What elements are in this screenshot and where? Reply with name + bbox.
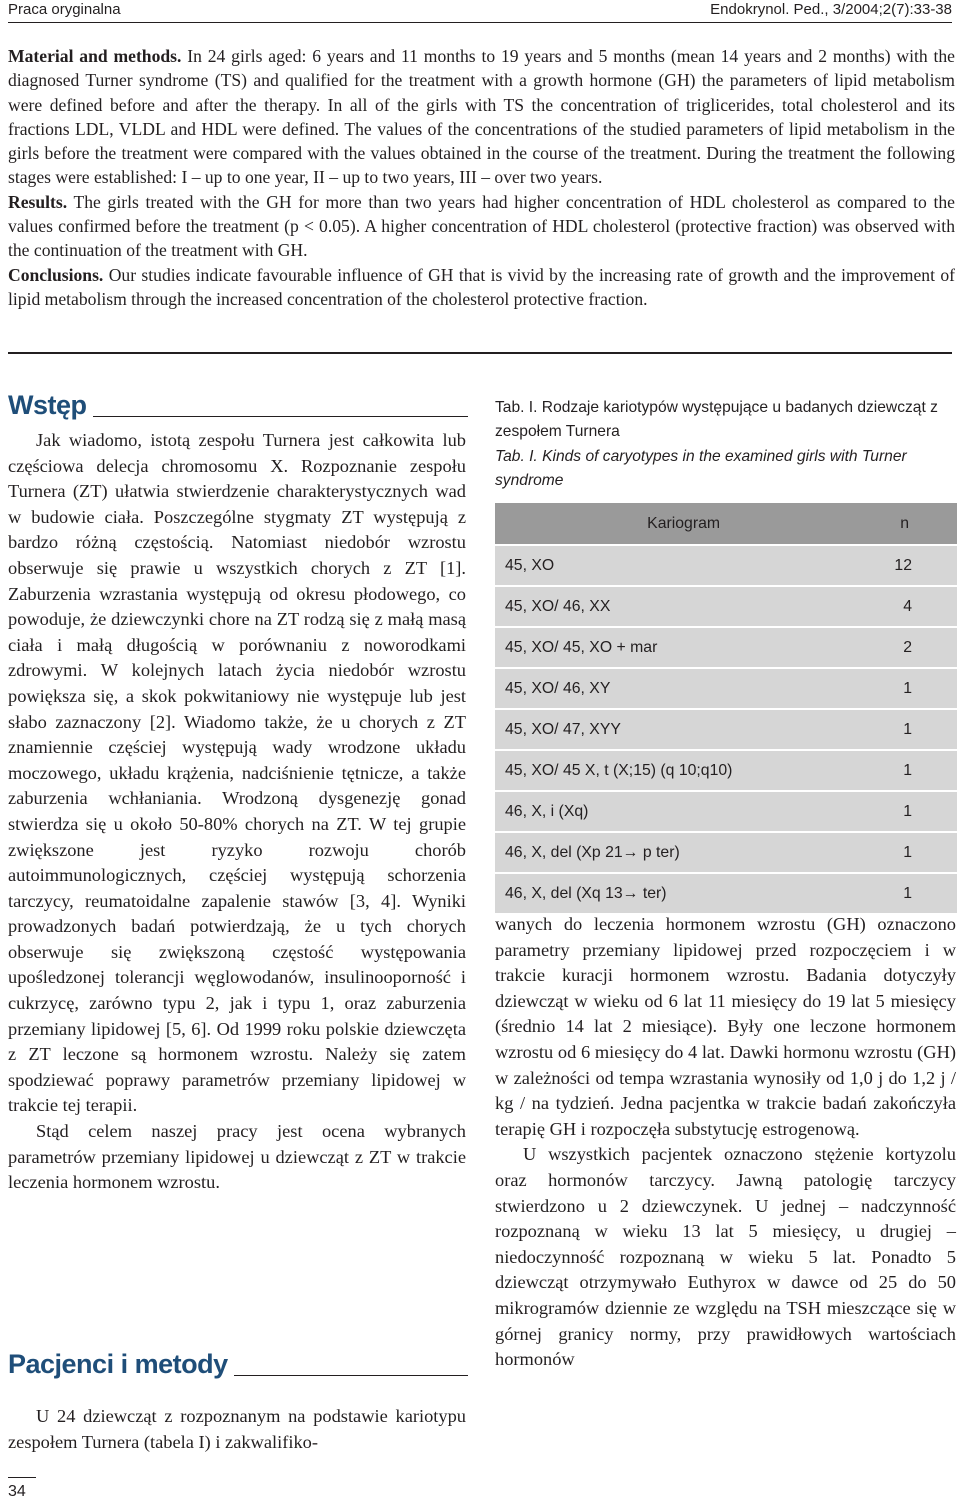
count-cell: 12 xyxy=(894,556,912,574)
patients-column-left xyxy=(8,1404,466,1455)
header-divider xyxy=(8,22,952,23)
table-row xyxy=(495,709,957,750)
table-caption-english: Tab. I. Kinds of caryotypes in the examined girls with Turner syndrome xyxy=(495,447,907,489)
count-cell: 1 xyxy=(903,761,912,779)
results-text: The girls treated with the GH for more than two years had higher concentration of HDL cholesterol as compared to the values confirmed before the treatment (p < 0.05). A higher concentration of HDL cholesterol (protective fraction) was observed with the continuation of the treatment with GH. xyxy=(8,191,955,261)
abstract-results xyxy=(8,190,955,263)
table-row xyxy=(495,627,957,668)
abstract-divider xyxy=(8,352,952,354)
col-header-n: n xyxy=(852,503,957,545)
count-cell: 4 xyxy=(903,597,912,615)
count-cell: 1 xyxy=(903,720,912,738)
methods-label: Material and methods. xyxy=(8,46,182,66)
table-row xyxy=(495,750,957,791)
abstract-methods xyxy=(8,44,955,190)
table-row xyxy=(495,873,957,913)
patients-paragraph-2: U wszystkich pacjentek oznaczono stężenie kortyzolu oraz hormonów tarczycy. Jawną patologię tarczycy stwierdzono u 2 dziewczynek. U jednej – nadczynność rozpoznaną w wieku 13 lat 5 miesięcy, u drugiej – niedoczynność rozpoznaną w wieku 5 lat. Ponadto 5 dziewcząt otrzymywało Euthyrox w dawce od 25 do 50 mikrogramów dziennie ze względu na TSH mieszczące się w górnej granicy normy, przy prawidłowych wartościach hormonów xyxy=(495,1144,956,1370)
karyogram-cell: 45, XO/ 45 X, t (X;15) (q 10;q10) xyxy=(505,761,733,779)
count-cell: 1 xyxy=(903,679,912,697)
table-row xyxy=(495,668,957,709)
karyogram-cell: 46, X, del (Xq 13→ ter) xyxy=(505,884,667,902)
count-cell: 1 xyxy=(903,884,912,902)
table-caption-polish: Tab. I. Rodzaje kariotypów występujące u badanych dziewcząt z zespołem Turnera xyxy=(495,399,938,441)
intro-paragraph-1: Jak wiadomo, istotą zespołu Turnera jest całkowita lub częściowa delecja chromosomu X. Rozpoznanie zespołu Turnera (ZT) ułatwia stwierdzenie charakterystycznych wad w budowie ciała. Poszczególne stygmaty ZT występują z bardzo różną częstością. Natomiast niedobór wzrostu obserwuje się prawie u wszystkich chorych z ZT [1]. Zaburzenia wzrastania występują od okresu płodowego, co powoduje, że dziewczynki chore na ZT rodzą się z małą masą ciała i małą długością w porównaniu z noworodkami zdrowymi. W kolejnych latach życia niedobór wzrostu powiększa się, a skok pokwitaniowy nie występuje lub jest słabo zaznaczony [2]. Wiadomo także, że u chorych z ZT znamiennie częściej występują wady wrodzone układu moczowego, układu krążenia, nadciśnienie tętnicze, a także zaburzenia wchłaniania. Wrodzoną dysgenezję gonad stwierdza się u około 50-80% chorych na ZT. W tej grupie zwiększone jest ryzyko rozwoju chorób autoimmunologicznych, częściej występują schorzenia tarczycy, reumatoidalne zapalenie stawów [3, 4]. Wyniki prowadzonych badań potwierdzają, że u tych chorych obserwuje się zwiększoną częstość występowania upośledzonej tolerancji węglowodanów, insulinooporność i cukrzycę, zarówno typu 2, jak i typu 1, oraz zaburzenia przemiany lipidowej [5, 6]. Od 1999 roku polskie dziewczęta z ZT leczone są hormonem wzrostu. Należy się zatem spodziewać poprawy parametrów przemiany lipidowej w trakcie tej terapii. xyxy=(8,430,466,1116)
intro-paragraph-2: Stąd celem naszej pracy jest ocena wybranych parametrów przemiany lipidowej u dziewcząt z ZT w trakcie leczenia hormonem wzrostu. xyxy=(8,1121,466,1193)
patients-paragraph-1-cont: wanych do leczenia hormonem wzrostu (GH) oznaczono parametry przemiany lipidowej przed rozpoczęciem i w trakcie kuracji hormonem wzrostu. Badania dotyczyły dziewcząt w wieku od 6 lat 11 miesięcy do 19 lat 5 miesięcy (średnio 14 lat 2 miesiące). Były one leczone hormonem wzrostu od 6 miesięcy do 4 lat. Dawki hormonu wzrostu (GH) w zależności od tempa wzrastania wynosiły od 1,0 j do 1,2 j / kg / na tydzień. Jedna pacjentka w trakcie badań zakończyła terapię GH i rozpoczęła substytucję estrogenową. xyxy=(495,914,956,1139)
karyotype-table xyxy=(495,503,957,913)
count-cell: 1 xyxy=(903,843,912,861)
intro-column xyxy=(8,428,466,1196)
page-number: 34 xyxy=(8,1483,26,1500)
table-body xyxy=(495,545,957,913)
table-row xyxy=(495,586,957,627)
journal-section-label: Praca oryginalna xyxy=(8,1,121,18)
results-label: Results. xyxy=(8,191,68,212)
conclusions-text: Our studies indicate favourable influence of GH that is vivid by the increasing rate of growth and the improvement of lipid metabolism through the increased concentration of the cholesterol protective fraction. xyxy=(8,264,955,309)
abstract-conclusions xyxy=(8,263,955,312)
conclusions-label: Conclusions. xyxy=(8,264,104,285)
karyogram-cell: 45, XO/ 46, XY xyxy=(505,679,611,697)
table-row xyxy=(495,545,957,586)
patients-column-right xyxy=(495,912,956,1373)
karyogram-cell: 46, X, del (Xp 21→ p ter) xyxy=(505,843,680,861)
table-row xyxy=(495,832,957,873)
patients-heading xyxy=(8,1349,468,1383)
karyogram-cell: 45, XO xyxy=(505,556,555,574)
karyogram-cell: 45, XO/ 46, XX xyxy=(505,597,611,615)
patients-heading-text: Pacjenci i metody xyxy=(8,1349,234,1379)
karyogram-cell: 45, XO/ 45, XO + mar xyxy=(505,638,658,656)
table-row xyxy=(495,791,957,832)
methods-text-2: The values of the concentrations of the studied parameters of lipid metabolism in the girls before the treatment were compared with the values obtained in the course of the treatment. During the treatment the following stages were established: I – up to one year, II – up to two years, III – over two years. xyxy=(8,118,955,188)
intro-heading xyxy=(8,390,468,424)
table-caption xyxy=(495,396,957,493)
karyogram-cell: 45, XO/ 47, XYY xyxy=(505,720,621,738)
table-header-row xyxy=(495,503,957,545)
karyogram-cell: 46, X, i (Xq) xyxy=(505,802,589,820)
count-cell: 1 xyxy=(903,802,912,820)
col-header-karyogram: Kariogram xyxy=(495,503,852,545)
english-abstract xyxy=(8,44,955,311)
journal-citation: Endokrynol. Ped., 3/2004;2(7):33-38 xyxy=(710,1,952,18)
patients-paragraph-1-start: U 24 dziewcząt z rozpoznanym na podstawie kariotypu zespołem Turnera (tabela I) i zakwalifiko- xyxy=(8,1406,466,1452)
intro-heading-text: Wstęp xyxy=(8,390,93,420)
count-cell: 2 xyxy=(903,638,912,656)
footer-divider xyxy=(8,1477,36,1478)
methods-text-1: In 24 girls aged: 6 years and 11 months to 19 years and 5 months (mean 14 years and 2 months) with the diagnosed Turner syndrome (TS) and qualified for the treatment with a growth hormone (GH) the parameters of lipid metabolism were defined before and after the therapy. In all of the girls with TS the concentration of triglicerides, total cholesterol and its fractions LDL, VLDL and HDL were defined. xyxy=(8,46,955,139)
